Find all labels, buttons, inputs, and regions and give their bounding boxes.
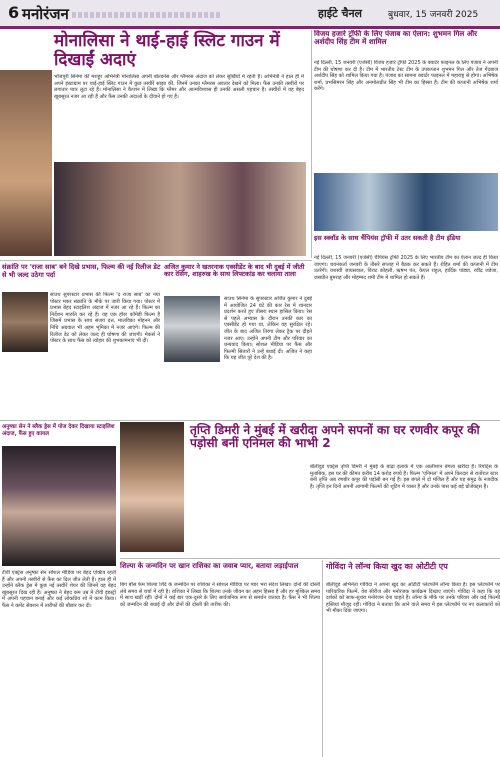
cricket-subbody: नई दिल्ली, 15 जनवरी (एजेंसी) चैंपियंस ट्रॉफी 2025 के लिए भारतीय टीम का ऐलान जल्द ही किया जाएगा। चयनकर्ता जनवरी के तीसरे सप्ताह में बैठक कर सकते हैं। रोहित शर्मा की कप्तानी में टीम उतरेगी। यशस्वी जायसवाल, विराट कोहली, ऋषभ पंत, केएल राहुल, हार्दिक पांड्या, रवींद्र जडेजा, जसप्रीत बुमराह और मोहम्मद शमी टीम में शामिल हो सकते हैं। bbox=[314, 255, 498, 281]
lead-headline: मोनालिसा ने थाई-हाई स्लिट गाउन में दिखाईं अदाएं bbox=[54, 31, 280, 70]
ajith-photo bbox=[164, 296, 220, 362]
prabhas-headline: संक्रांति पर 'राजा साब' बने दिखे प्रभास, फिल्म की नई रिलीज डेट से भी जल्द उठेगा पर्दा bbox=[2, 263, 161, 279]
shilpa-body: बिग बॉस फेम शिल्पा शिंदे के जन्मदिन पर राशिका ने सोशल मीडिया पर प्यार भरा संदेश लिखा। दोनों की दोस्ती लंबे समय से चर्चा में रही है। राशिका ने लिखा कि शिल्पा उनके जीवन का अहम हिस्सा हैं और हर मुश्किल समय में साथ खड़ी रहीं। दोनों ने कई बार एक-दूसरे के लिए सार्वजनिक रूप से समर्थन जताया है। फैंस ने भी शिल्पा को जन्मदिन की बधाई दी और दोनों की दोस्ती की तारीफ की। bbox=[120, 582, 320, 608]
govinda-headline: गोविंदा ने लॉन्च किया खुद का ओटीटी एप bbox=[326, 562, 448, 571]
anushka-body: टीवी एक्ट्रेस अनुष्का सेन सोशल मीडिया पर बेहद एक्टिव रहती हैं और अपनी तस्वीरों से फैंस का दिल जीत लेती हैं। हाल ही में उन्होंने ब्लैक ड्रेस में कुछ नई तस्वीरें शेयर कीं जिनमें वह बेहद खूबसूरत दिख रही हैं। अनुष्का ने बेहद कम उम्र में टीवी इंडस्ट्री में अपनी पहचान बनाई और कई लोकप्रिय शो में काम किया। फैंस ने कमेंट सेक्शन में तारीफों की बौछार कर दी। bbox=[2, 570, 116, 609]
shilpa-headline: शिल्पा के जन्मदिन पर खान राशिका का जवाब प्यार, बताया लड़ाईपाल bbox=[120, 562, 299, 570]
govinda-story bbox=[326, 560, 500, 757]
row-divider-2 bbox=[0, 420, 500, 421]
cricket-headline: विजय हजारे ट्रॉफी के लिए पंजाब का ऐलान: शुभमन गिल और अर्शदीप सिंह टीम में शामिल bbox=[314, 30, 478, 47]
row-divider-3 bbox=[120, 558, 500, 559]
cricket-subheadline: इस स्क्वॉड के साथ चैंपियंस ट्रॉफी में उतर सकती है टीम इंडिया bbox=[314, 234, 461, 242]
tripti-headline: तृप्ति डिमरी ने मुंबई में खरीदा अपने सपनों का घर रणवीर कपूर की पड़ोसी बनीं एनिमल की भाभी 2 bbox=[190, 423, 480, 451]
lead-body: भोजपुरी सिनेमा की मशहूर अभिनेत्री मोनालिसा अपनी बोल्डनेस और ग्लैमरस अंदाज को लेकर सुर्खियों में रहती हैं। अभिनेत्री ने हाल ही में अपने इंस्टाग्राम पर थाई-हाई स्लिट गाउन में कुछ तस्वीरें साझा कीं, जिनमें उनका ग्लैमरस अवतार देखने को मिला। फैंस उनकी तस्वीरों पर लगातार प्यार लुटा रहे हैं। मोनालिसा ने कैप्शन में लिखा कि ग्लैमर और आत्मविश्वास ही उनकी असली पहचान है। तस्वीरों में वह बेहद खूबसूरत नजर आ रही हैं और फैंस उनकी अदाओं के दीवाने हो गए हैं। bbox=[54, 74, 304, 100]
shilpa-story bbox=[120, 560, 320, 757]
govinda-body: बॉलीवुड अभिनेता गोविंदा ने अपना खुद का ओटीटी प्लेटफॉर्म लॉन्च किया है। इस प्लेटफॉर्म पर पारिवारिक फिल्में, वेब सीरीज और मनोरंजक कार्यक्रम दिखाए जाएंगे। गोविंदा ने कहा कि वह दर्शकों को साफ-सुथरा मनोरंजन देना चाहते हैं। लॉन्च के मौके पर उनके परिवार और कई फिल्मी हस्तियां मौजूद रहीं। गोविंदा ने बताया कि आने वाले समय में इस प्लेटफॉर्म पर नए कलाकारों को भी मौका दिया जाएगा। bbox=[326, 582, 500, 615]
page-header bbox=[0, 0, 500, 29]
lead-photo-collage bbox=[54, 162, 306, 256]
anushka-photo bbox=[2, 446, 116, 566]
tripti-body: बॉलीवुड एक्ट्रेस तृप्ति डिमरी ने मुंबई के बांद्रा इलाके में एक आलीशान बंगला खरीदा है। रिपोर्ट्स के मुताबिक, इस घर की कीमत करीब 14 करोड़ रुपये है। फिल्म 'एनिमल' में अपने किरदार से रातोंरात स्टार बनी तृप्ति अब रणबीर कपूर की पड़ोसी बन गई हैं। इस बंगले में दो मंजिल हैं और यह समुद्र के नजदीक है। तृप्ति इन दिनों अपनी आगामी फिल्मों की शूटिंग में व्यस्त हैं और उनके पास कई बड़े प्रोजेक्ट्स हैं। bbox=[310, 464, 498, 490]
header-decoration bbox=[72, 12, 222, 18]
ajith-headline: अजित कुमार ने खतरनाक एक्सीडेंट के बाद भी दुबई में जीती कार रेसिंग, शाहरुख के साथ लिफ्टकांड कर चलाया ताला bbox=[164, 263, 305, 279]
cricket-story bbox=[314, 30, 498, 420]
prabhas-body: साउथ सुपरस्टार प्रभास की फिल्म 'द राजा साब' का नया पोस्टर मकर संक्रांति के मौके पर जारी किया गया। पोस्टर में प्रभास बेहद स्टाइलिश अंदाज में नजर आ रहे हैं। फिल्म का निर्देशन मारुति कर रहे हैं। यह एक हॉरर कॉमेडी फिल्म है जिसमें प्रभास के साथ संजय दत्त, मालविका मोहनन और निधि अग्रवाल भी अहम भूमिका में नजर आएंगे। फिल्म की रिलीज डेट को लेकर जल्द ही घोषणा की जाएगी। मेकर्स ने पोस्टर के साथ फैंस को त्योहार की शुभकामनाएं भी दीं। bbox=[50, 292, 160, 345]
section-title: मनोरंजन bbox=[22, 5, 69, 23]
prabhas-photo bbox=[2, 292, 48, 352]
tripti-story bbox=[120, 422, 500, 556]
column-divider-2 bbox=[322, 560, 323, 757]
cricket-photo bbox=[314, 173, 498, 231]
prabhas-story bbox=[0, 262, 162, 416]
page-number: 6 bbox=[8, 3, 20, 22]
anushka-caption: अनुष्का सेन ने ब्लैक ड्रेस में पोज देकर दिखाया स्टाइलिश अंदाज, फैंस हुए कायल bbox=[2, 424, 115, 437]
tripti-photo bbox=[120, 422, 184, 552]
lead-story bbox=[0, 30, 308, 258]
ajith-body: साउथ सिनेमा के सुपरस्टार अजित कुमार ने दुबई में आयोजित 24 घंटे की कार रेस में शानदार प्रदर्शन करते हुए तीसरा स्थान हासिल किया। रेस से पहले अभ्यास के दौरान उनकी कार का एक्सीडेंट हो गया था, लेकिन वह सुरक्षित रहे। जीत के बाद अजित तिरंगा लेकर ट्रैक पर दौड़ते नजर आए। उन्होंने अपनी टीम और परिवार का धन्यवाद किया। सोशल मीडिया पर फैंस और फिल्मी सितारों ने उन्हें बधाई दी। अजित ने कहा कि यह जीत पूरे देश की है। bbox=[224, 296, 312, 362]
row-divider bbox=[0, 260, 312, 261]
ajith-story bbox=[164, 262, 312, 416]
anushka-story bbox=[0, 422, 118, 757]
lead-photo-left bbox=[0, 70, 52, 256]
cricket-body: नई दिल्ली, 15 जनवरी (एजेंसी) विजय हजारे ट्रॉफी 2025 के क्वार्टर फाइनल के लिए पंजाब ने अपनी टीम की घोषणा कर दी है। टीम में भारतीय टेस्ट टीम के उपकप्तान शुभमन गिल और तेज गेंदबाज अर्शदीप सिंह को शामिल किया गया है। पंजाब का सामना क्वार्टर फाइनल में महाराष्ट्र से होगा। अभिषेक शर्मा, प्रभसिमरन सिंह और अनमोलप्रीत सिंह भी टीम का हिस्सा हैं। टीम की कप्तानी अभिषेक शर्मा करेंगे। bbox=[314, 60, 498, 93]
column-divider bbox=[311, 30, 312, 258]
issue-date: बुधवार, 15 जनवरी 2025 bbox=[388, 10, 479, 20]
masthead-brand: हाईटे चैनल bbox=[318, 7, 363, 20]
